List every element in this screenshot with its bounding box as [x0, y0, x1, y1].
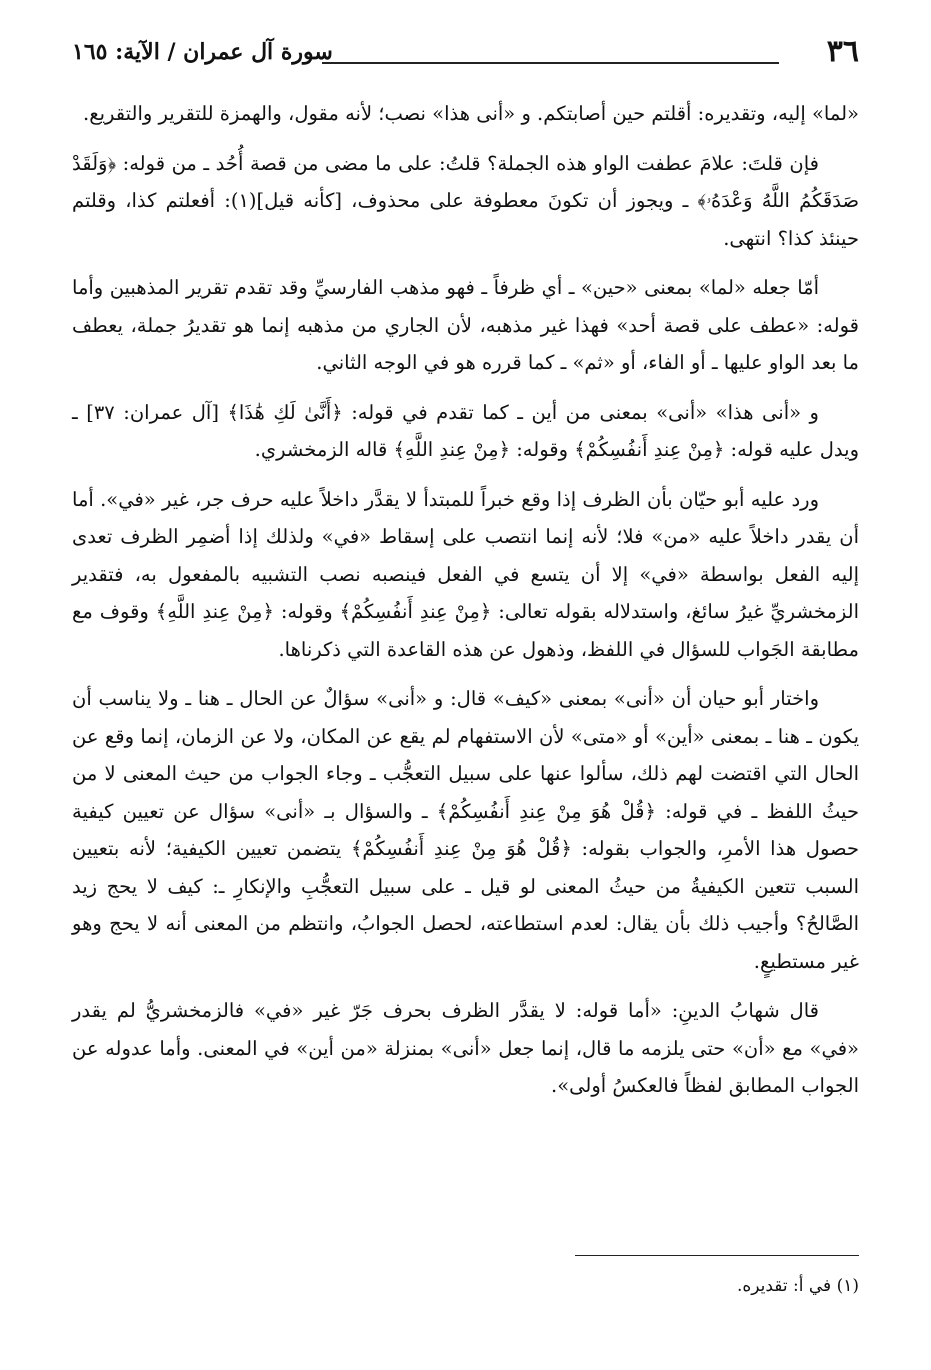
footnote-rule — [575, 1255, 859, 1256]
footnote: (١) في أ: تقديره. — [736, 1276, 859, 1296]
paragraph: أمّا جعله «لما» بمعنى «حين» ـ أي ظرفاً ـ فهو مذهب الفارسيِّ وقد تقدم تقرير المذهبين وأما قوله: «عطف على قصة أحد» فهذا غير مذهبه، لأن الجاري من مذهبه إنما هو تقديرُ جملة، يعطف ما بعد الواو عليها ـ أو الفاء، أو «ثم» ـ كما قرره هو في الوجه الثاني. — [72, 276, 859, 374]
paragraph: واختار أبو حيان أن «أنى» بمعنى «كيف» قال: و «أنى» سؤالٌ عن الحال ـ هنا ـ ولا يناسب أن يكون ـ هنا ـ بمعنى «أين» أو «متى» لأن الاستفهام لم يقع عن المكان، ولا عن الزمان، إنما وقع عن الحال التي اقتضت لهم ذلك، سألوا عنها على سبيل التعجُّب ـ وجاء الجواب من حيث المعنى لا من حيثُ اللفظ ـ في قوله: ﴿قُلْ هُوَ مِنْ عِندِ أَنفُسِكُمْ﴾ ـ والسؤال بـ «أنى» سؤال عن تعيين كيفية حصول هذا الأمرِ، والجواب بقوله: ﴿قُلْ هُوَ مِنْ عِندِ أَنفُسِكُمْ﴾ يتضمن تعيين الكيفية؛ لأنه بتعيين السبب تتعين الكيفيةُ من حيثُ المعنى لو قيل ـ على سبيل التعجُّبِ والإنكارِ ـ: كيف لا يحج زيد الصَّالحُ؟ وأجيب ذلك بأن يقال: لعدم استطاعته، لحصل الجوابُ، وانتظم من المعنى أنه لا يحج وهو غير مستطيعٍ. — [72, 687, 859, 973]
paragraph: ورد عليه أبو حيّان بأن الظرف إذا وقع خبراً للمبتدأ لا يقدَّر داخلاً عليه حرف جر، غير «في». أما أن يقدر داخلاً عليه «من» فلا؛ لأنه إنما انتصب على إسقاط «في» ولذلك إذا أضمِر الظرف تعدى إليه الفعل بواسطة «في» إلا أن يتسع في الفعل فينصبه نصب التشبيه بالمفعول به، فتقدير الزمخشريِّ غيرُ سائغ، واستدلاله بقوله تعالى: ﴿مِنْ عِندِ أَنفُسِكُمْ﴾ وقوله: ﴿مِنْ عِندِ اللَّهِ﴾ وقوف مع مطابقة الجَواب للسؤال في اللفظ، وذهول عن هذه القاعدة التي ذكرناها. — [72, 487, 859, 661]
running-title: سورة آل عمران / الآية: ١٦٥ — [72, 39, 333, 65]
page-header — [72, 32, 859, 72]
header-rule — [322, 62, 779, 64]
body-text — [72, 95, 859, 1117]
page-number: ٣٦ — [826, 34, 859, 69]
paragraph: و «أنى هذا» «أنى» بمعنى من أين ـ كما تقدم في قوله: ﴿أَنَّىٰ لَكِ هَٰذَا﴾ [آل عمران: ٣٧] ـ ويدل عليه قوله: ﴿مِنْ عِندِ أَنفُسِكُمْ﴾ وقوله: ﴿مِنْ عِندِ اللَّهِ﴾ قاله الزمخشري. — [72, 400, 859, 461]
paragraph: فإن قلتَ: علامَ عطفت الواو هذه الجملة؟ قلتُ: على ما مضى من قصة أُحُد ـ من قوله: ﴿وَلَقَدْ صَدَقَكُمُ اللَّهُ وَعْدَهُۥ﴾ ـ ويجوز أن تكونَ معطوفة على محذوف، [كأنه قيل](١): أفعلتم كذا، وقلتم حينئذ كذا؟ انتهى. — [72, 151, 859, 250]
paragraph: «لما» إليه، وتقديره: أقلتم حين أصابتكم. و «أنى هذا» نصب؛ لأنه مقول، والهمزة للتقرير والتقريع. — [83, 102, 859, 125]
paragraph: قال شهابُ الدينِ: «أما قوله: لا يقدَّر الظرف بحرف جَرّ غير «في» فالزمخشريُّ لم يقدر «في» مع «أن» حتى يلزمه ما قال، إنما جعل «أنى» بمنزلة «من أين» في المعنى. وأما عدوله عن الجواب المطابق لفظاً فالعكسُ أولى». — [72, 999, 859, 1097]
